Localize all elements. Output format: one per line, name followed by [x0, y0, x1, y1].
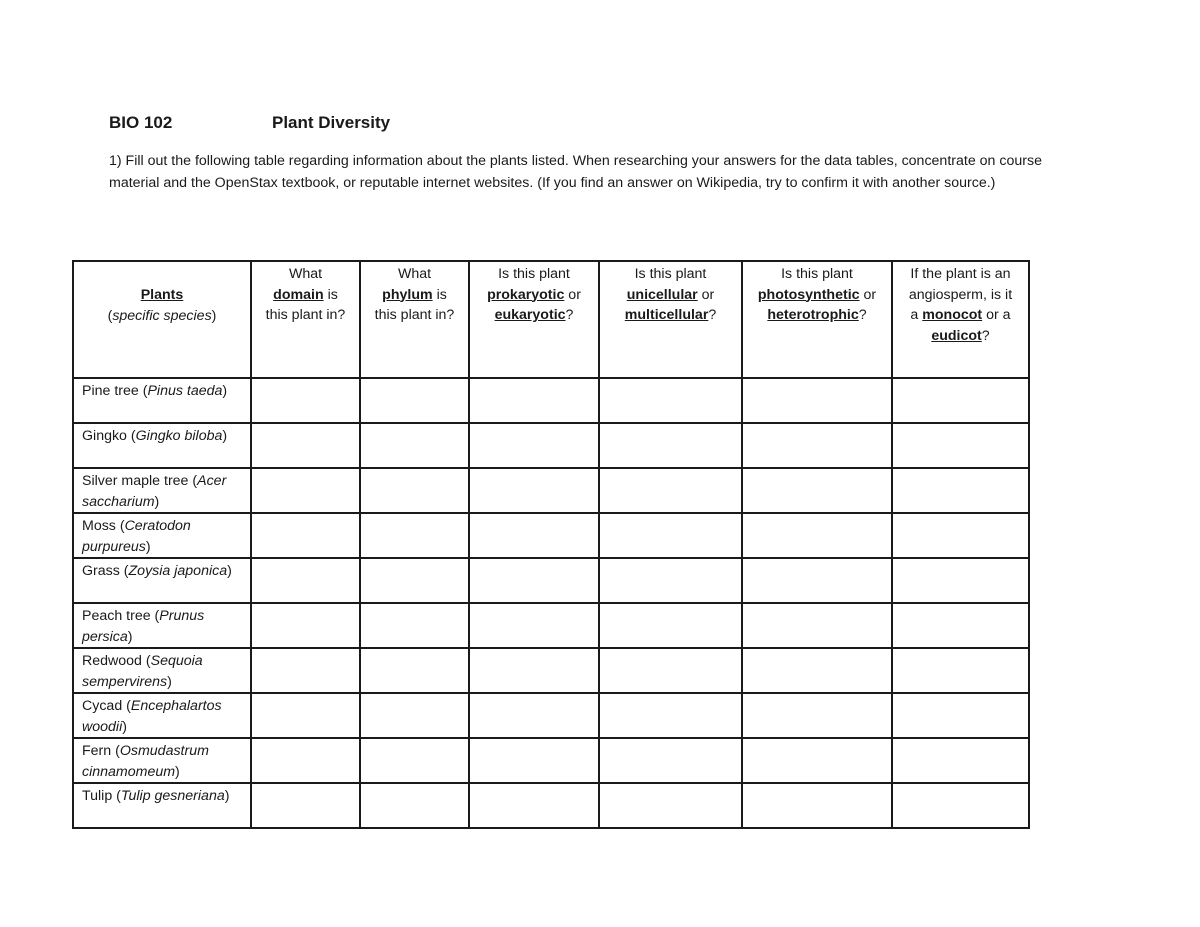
plant-species-name: Osmudastrum cinnamomeum — [82, 743, 209, 780]
plant-name-close: ) — [145, 538, 151, 555]
header-text: If the plant is an — [910, 266, 1011, 282]
header-text: or — [564, 286, 581, 303]
plant-name-close: ) — [227, 563, 232, 579]
header-text: Is this plant — [634, 266, 707, 282]
header-text: What — [288, 266, 323, 282]
answer-cell-cell-type[interactable] — [469, 378, 599, 423]
table-row — [73, 738, 1029, 783]
header-text: Is this plant — [781, 266, 853, 282]
plant-common-name: Grass ( — [82, 563, 129, 579]
answer-cell-nutrition[interactable] — [742, 468, 892, 513]
answer-cell-domain[interactable] — [251, 783, 360, 828]
column-header-cell-type — [469, 261, 599, 378]
answer-cell-nutrition[interactable] — [742, 648, 892, 693]
answer-cell-cellularity[interactable] — [599, 468, 742, 513]
table-row — [73, 513, 1029, 558]
header-text: is — [323, 286, 338, 303]
answer-cell-angiosperm[interactable] — [892, 783, 1029, 828]
answer-cell-phylum[interactable] — [360, 783, 469, 828]
answer-cell-nutrition[interactable] — [742, 423, 892, 468]
answer-cell-cell-type[interactable] — [469, 468, 599, 513]
plant-name-close: ) — [175, 763, 180, 780]
table-row — [73, 423, 1029, 468]
answer-cell-nutrition[interactable] — [742, 738, 892, 783]
table-header-row — [73, 261, 1029, 378]
answer-cell-angiosperm[interactable] — [892, 558, 1029, 603]
answer-cell-angiosperm[interactable] — [892, 423, 1029, 468]
plant-common-name: Redwood ( — [82, 653, 151, 669]
plant-species-name: Tulip gesneriana — [120, 788, 225, 804]
plant-name-close: ) — [222, 428, 228, 444]
header-text: ) — [211, 307, 217, 324]
header-text: a — [910, 307, 923, 323]
plant-species-name: Acer saccharium — [82, 473, 227, 510]
plant-name-cell — [73, 378, 251, 423]
column-header-domain — [251, 261, 360, 378]
header-text: photosynthetic — [757, 286, 860, 303]
header-text: or — [859, 286, 877, 303]
header-text: or a — [982, 307, 1011, 323]
header-text: ? — [708, 307, 717, 323]
header-text: phylum — [382, 286, 433, 303]
answer-cell-cellularity[interactable] — [599, 558, 742, 603]
header-text: ( — [107, 307, 113, 324]
plant-species-name: Ceratodon purpureus — [82, 518, 191, 555]
plant-species-name: Pinus taeda — [147, 383, 223, 399]
header-text: heterotrophic — [767, 307, 859, 323]
plant-species-name: Gingko biloba — [135, 428, 223, 444]
plant-name-close: ) — [222, 383, 228, 399]
header-text: prokaryotic — [487, 286, 565, 303]
table-row — [73, 693, 1029, 738]
header-text: angiosperm, is it — [908, 286, 1013, 303]
plant-species-name: Encephalartos woodii — [82, 698, 222, 735]
header-text: or — [697, 286, 715, 303]
header-text: ? — [981, 327, 990, 344]
plant-name-close: ) — [167, 673, 172, 690]
answer-cell-cellularity[interactable] — [599, 378, 742, 423]
answer-cell-phylum[interactable] — [360, 558, 469, 603]
answer-cell-cellularity[interactable] — [599, 513, 742, 558]
answer-cell-domain[interactable] — [251, 423, 360, 468]
column-header-nutrition — [742, 261, 892, 378]
column-header-plants — [73, 261, 251, 378]
table-row — [73, 468, 1029, 513]
plant-name-cell — [73, 423, 251, 468]
answer-cell-cellularity[interactable] — [599, 423, 742, 468]
answer-cell-phylum[interactable] — [360, 738, 469, 783]
column-header-angiosperm — [892, 261, 1029, 378]
course-code: BIO 102 — [109, 113, 173, 132]
answer-cell-cellularity[interactable] — [599, 738, 742, 783]
answer-cell-phylum[interactable] — [360, 693, 469, 738]
answer-cell-cell-type[interactable] — [469, 693, 599, 738]
answer-cell-nutrition[interactable] — [742, 558, 892, 603]
answer-cell-domain[interactable] — [251, 468, 360, 513]
table-row — [73, 378, 1029, 423]
plant-common-name: Cycad ( — [82, 698, 131, 714]
plant-name-close: ) — [122, 718, 127, 735]
plant-name-cell — [73, 558, 251, 603]
header-text: domain — [273, 286, 324, 303]
header-text: this plant in? — [374, 307, 455, 323]
header-text: specific species — [112, 307, 212, 324]
plant-name-cell — [73, 513, 251, 558]
answer-cell-angiosperm[interactable] — [892, 693, 1029, 738]
plant-name-close: ) — [127, 628, 133, 645]
plant-name-cell — [73, 468, 251, 513]
header-text: ? — [858, 307, 867, 323]
table-row — [73, 558, 1029, 603]
answer-cell-domain[interactable] — [251, 603, 360, 648]
answer-cell-angiosperm[interactable] — [892, 648, 1029, 693]
answer-cell-phylum[interactable] — [360, 513, 469, 558]
plant-common-name: Peach tree ( — [82, 608, 160, 624]
answer-cell-cellularity[interactable] — [599, 603, 742, 648]
answer-cell-cell-type[interactable] — [469, 648, 599, 693]
header-text: What — [397, 266, 432, 282]
plant-common-name: Gingko ( — [82, 428, 136, 444]
header-text: is — [432, 286, 447, 303]
answer-cell-cell-type[interactable] — [469, 783, 599, 828]
header-text: eudicot — [931, 327, 982, 344]
plant-name-cell — [73, 738, 251, 783]
answer-cell-domain[interactable] — [251, 378, 360, 423]
column-header-phylum — [360, 261, 469, 378]
answer-cell-nutrition[interactable] — [742, 693, 892, 738]
header-text: Is this plant — [498, 266, 570, 282]
instructions-paragraph: 1) Fill out the following table regarding information about the plants listed. When researching your answers for the data tables, concentrate on course material and the OpenStax textbook, or reputable internet websites. (If you find an answer on Wikipedia, try to confirm it with another source.) — [109, 153, 1042, 191]
table-row — [73, 783, 1029, 828]
column-header-cellularity — [599, 261, 742, 378]
answer-cell-cellularity[interactable] — [599, 783, 742, 828]
plant-species-name: Zoysia japonica — [128, 563, 228, 579]
table-body — [73, 378, 1029, 828]
answer-cell-angiosperm[interactable] — [892, 738, 1029, 783]
header-text: monocot — [922, 307, 983, 323]
header-text: ? — [565, 307, 574, 323]
table-row — [73, 648, 1029, 693]
plant-name-cell — [73, 783, 251, 828]
header-text: unicellular — [626, 286, 698, 303]
plant-common-name: Tulip ( — [82, 788, 121, 804]
plant-diversity-table — [72, 260, 1030, 829]
plant-name-close: ) — [224, 788, 230, 804]
header-text: multicellular — [624, 307, 709, 323]
answer-cell-nutrition[interactable] — [742, 783, 892, 828]
answer-cell-cellularity[interactable] — [599, 648, 742, 693]
answer-cell-angiosperm[interactable] — [892, 603, 1029, 648]
answer-cell-cell-type[interactable] — [469, 603, 599, 648]
answer-cell-phylum[interactable] — [360, 468, 469, 513]
answer-cell-domain[interactable] — [251, 513, 360, 558]
answer-cell-angiosperm[interactable] — [892, 378, 1029, 423]
answer-cell-phylum[interactable] — [360, 423, 469, 468]
answer-cell-domain[interactable] — [251, 738, 360, 783]
answer-cell-cellularity[interactable] — [599, 693, 742, 738]
answer-cell-cell-type[interactable] — [469, 513, 599, 558]
answer-cell-phylum[interactable] — [360, 603, 469, 648]
answer-cell-nutrition[interactable] — [742, 378, 892, 423]
plant-common-name: Fern ( — [82, 743, 120, 759]
answer-cell-angiosperm[interactable] — [892, 468, 1029, 513]
answer-cell-cell-type[interactable] — [469, 423, 599, 468]
answer-cell-phylum[interactable] — [360, 378, 469, 423]
answer-cell-nutrition[interactable] — [742, 513, 892, 558]
header-text: Plants — [140, 287, 184, 303]
answer-cell-cell-type[interactable] — [469, 738, 599, 783]
plant-name-close: ) — [154, 493, 160, 510]
plant-species-name: Prunus persica — [82, 608, 205, 645]
answer-cell-angiosperm[interactable] — [892, 513, 1029, 558]
plant-name-cell — [73, 648, 251, 693]
plant-species-name: Sequoia sempervirens — [82, 653, 203, 690]
plant-common-name: Pine tree ( — [82, 383, 148, 399]
answer-cell-cell-type[interactable] — [469, 558, 599, 603]
document-title: Plant Diversity — [272, 113, 391, 132]
plant-common-name: Silver maple tree ( — [82, 473, 198, 489]
answer-cell-domain[interactable] — [251, 693, 360, 738]
answer-cell-domain[interactable] — [251, 558, 360, 603]
plant-name-cell — [73, 693, 251, 738]
header-text: eukaryotic — [494, 307, 566, 323]
header-text: this plant in? — [265, 307, 346, 323]
answer-cell-phylum[interactable] — [360, 648, 469, 693]
answer-cell-nutrition[interactable] — [742, 603, 892, 648]
plant-common-name: Moss ( — [82, 518, 125, 534]
plant-name-cell — [73, 603, 251, 648]
answer-cell-domain[interactable] — [251, 648, 360, 693]
table-row — [73, 603, 1029, 648]
